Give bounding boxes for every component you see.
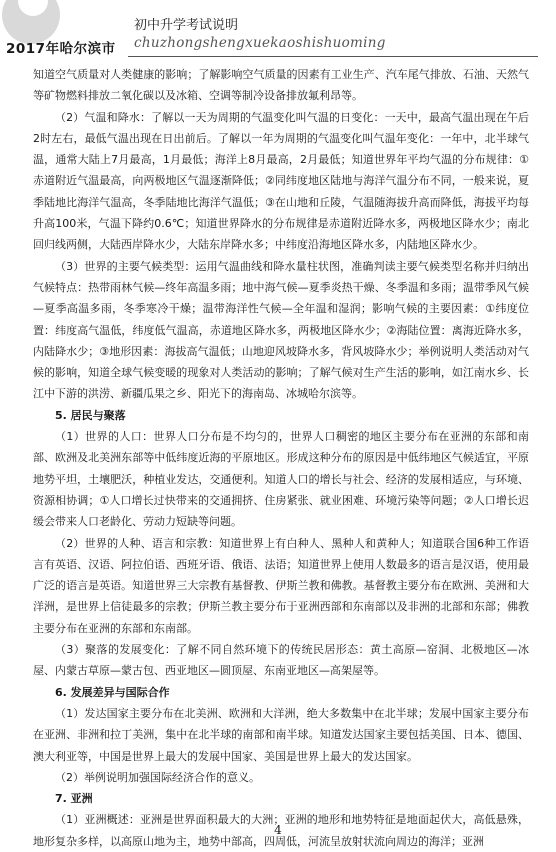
paragraph-settlement-development: （3）聚落的发展变化：了解不同自然环境下的传统民居形态：黄土高原—窑洞、北极地区—冰屋、内蒙古草原—蒙古包、西亚地区—圆顶屋、东南亚地区—高架屋等。	[33, 643, 529, 678]
section-heading-population-settlement: 5. 居民与聚落	[55, 408, 126, 422]
paragraph-climate-types: （3）世界的主要气候类型：运用气温曲线和降水量柱状图，准确判读主要气候类型名称并归纳出气候特点：热带雨林气候—终年高温多雨；地中海气候—夏季炎热干燥、冬季温和多雨；温带季风气候—夏季高温多雨，冬季寒冷干燥；温带海洋性气候—全年温和湿润；影响气候的主要因素：①纬度位置：纬度高气温低，纬度低气温高，赤道地区降水多，两极地区降水少；②海陆位置：离海近降水多，内陆降水少；③地形因素：海拔高气温低；山地迎风坡降水多，背风坡降水少；举例说明人类活动对气候的影响，知道全球气候变暖的现象对人类活动的影响；了解气候对生产生活的影响，如江南水乡、长江中下游的洪涝、新疆瓜果之乡、阳光下的海南岛、冰城哈尔滨等。	[33, 259, 529, 401]
document-body	[33, 64, 529, 852]
header-year-label: 2017年哈尔滨市	[6, 41, 116, 57]
paragraph-world-population: （1）世界的人口：世界人口分布是不均匀的，世界人口稠密的地区主要分布在亚洲的东部和南部、欧洲及北美洲东部等中低纬度近海的平原地区。形成这种分布的原因是中低纬地区气候适宜，平原地势平坦，土壤肥沃，种植业发达，交通便利。知道人口的增长与社会、经济的发展相适应，与环境、资源相协调；①人口增长过快带来的交通拥挤、住房紧张、就业困难、环境污染等问题；②人口增长迟缓会带来人口老龄化、劳动力短缺等问题。	[33, 430, 529, 529]
paragraph-race-language-religion: （2）世界的人种、语言和宗教：知道世界上有白种人、黑种人和黄种人；知道联合国6种工作语言有英语、汉语、阿拉伯语、西班牙语、俄语、法语；知道世界上使用人数最多的语言是汉语，使用最广泛的语言是英语。知道世界三大宗教有基督教、伊斯兰教和佛教。基督教主要分布在欧洲、美洲和大洋洲，是世界上信徒最多的宗教；伊斯兰教主要分布于亚洲西部和东南部以及非洲的北部和东部；佛教主要分布在亚洲的东部和东南部。	[33, 536, 529, 635]
paragraph-economic-cooperation: （2）举例说明加强国际经济合作的意义。	[55, 770, 260, 784]
paragraph-developed-countries: （1）发达国家主要分布在北美洲、欧洲和大洋洲，绝大多数集中在北半球；发展中国家主要分布在亚洲、非洲和拉丁美洲，集中在北半球的南部和南半球。知道发达国家主要包括美国、日本、德国、澳大利亚等，中国是世界上最大的发展中国家、美国是世界上最大的发达国家。	[33, 706, 529, 763]
header-title: 初中升学考试说明	[134, 18, 239, 33]
header-rule	[128, 56, 538, 57]
header-logo-hole	[18, 0, 48, 16]
page-number: 4	[274, 823, 282, 837]
section-heading-asia: 7. 亚洲	[55, 792, 93, 806]
paragraph-temperature-precipitation: （2）气温和降水：了解以一天为周期的气温变化叫气温的日变化：一天中，最高气温出现在午后2时左右，最低气温出现在日出前后。了解以一年为周期的气温变化叫气温年变化：一年中，北半球气温，通常大陆上7月最高，1月最低；海洋上8月最高，2月最低；知道世界年平均气温的分布规律：①赤道附近气温最高，向两极地区气温逐渐降低；②同纬度地区陆地与海洋气温分布不同，一般来说，夏季陆地比海洋气温高，冬季陆地比海洋气温低；③在山地和丘陵，气温随海拔升高而降低，海拔平均每升高100米，气温下降约0.6℃；知道世界降水的分布规律是赤道附近降水多，两极地区降水少；南北回归线两侧，大陆西岸降水少，大陆东岸降水多；中纬度沿海地区降水多，内陆地区降水少。	[33, 110, 529, 252]
paragraph-air-quality-continuation: 知道空气质量对人类健康的影响；了解影响空气质量的因素有工业生产、汽车尾气排放、石油、天然气等矿物燃料排放二氧化碳以及冰箱、空调等制冷设备排放氟利昂等。	[33, 68, 529, 103]
section-heading-development-cooperation: 6. 发展差异与国际合作	[55, 685, 170, 699]
header-pinyin: chuzhongshengxuekaoshishuoming	[134, 35, 386, 51]
paragraph-asia-overview: （1）亚洲概述：亚洲是世界面积最大的大洲；亚洲的地形和地势特征是地面起伏大，高低悬殊，地形复杂多样，以高原山地为主，地势中部高，四周低，河流呈放射状流向周边的海洋；亚洲	[33, 813, 529, 848]
